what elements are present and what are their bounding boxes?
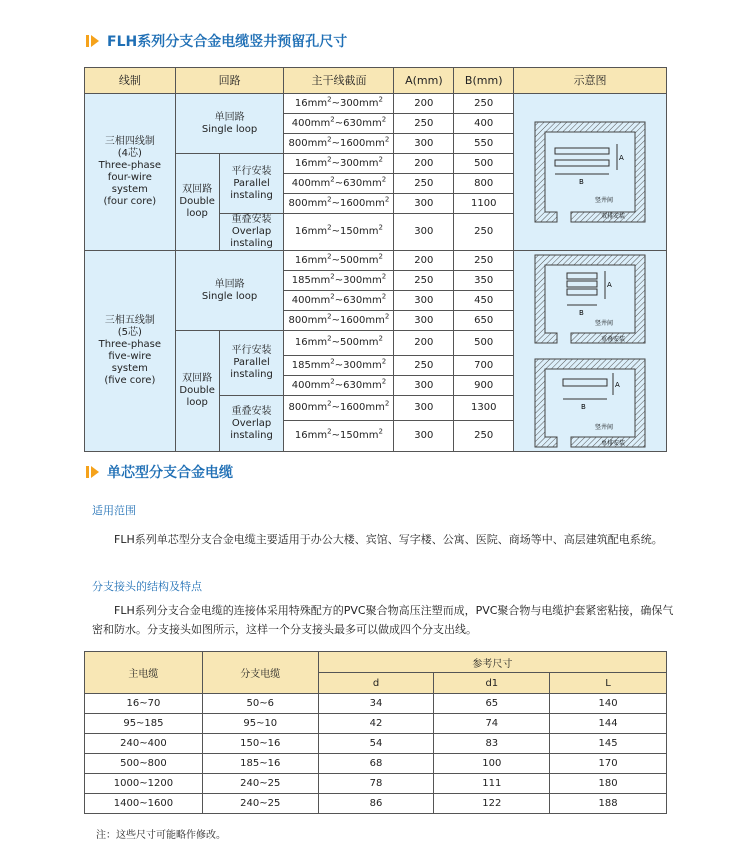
table-cell: 74	[434, 714, 550, 734]
table-cell: 54	[318, 734, 434, 754]
header-d: d	[318, 673, 434, 694]
branch-table-body	[85, 694, 667, 814]
table-row	[85, 734, 667, 754]
header-l: L	[550, 673, 667, 694]
svg-text:单排安装: 单排安装	[601, 440, 626, 447]
table-cell: 145	[550, 734, 667, 754]
shaft-size-table: 线制 回路 主干线截面 A(mm) B(mm) 示意图 三相四线制 (4芯) Three-phase four-wire system (four core) 单回路 Single loop $16mm^2\sim 300mm^2$ 200 250 A B 竖井间 双排安装 $400mm^2\sim 630mm^2$ 250 400 $800mm^2\sim 1600mm^2$ 300 550 双回路 Double loop 平行安装 Parallel instaling $16mm^2\sim 300mm^2$ 200 500 $400mm^2\sim 630mm^2$ 250 800 $800mm^2\sim 1600mm^2$ 300 1100 重叠安装 Overlap instaling $16mm^2\sim 150mm^2$ 300 250 三相五线制 (5芯) Three-phase five-wire system (five core) 单回路 Single loop $16mm^2\sim 500mm^2$ 200 250 A B 竖井间 重叠安装 A B 竖井间 单排安装 $185mm^2\sim 300mm^2$ 250 350 $400mm^2\sim 630mm^2$ 300 450 $800mm^2\sim 1600mm^2$ 300 650 双回路 Double loop 平行安装 Parallel instaling $16mm^2\sim 500mm^2$ 200 500 $185mm^2\sim 300mm^2$ 250 700 $400mm^2\sim 630mm^2$ 300 900 重叠安装 Overlap instaling $800mm^2\sim 1600mm^2$ 300 1300 $16mm^2\sim 150mm^2$ 300 250	[84, 67, 667, 452]
table-row	[85, 714, 667, 734]
double-row-diagram	[531, 118, 649, 226]
svg-text:A: A	[619, 154, 624, 162]
arrow-icon	[86, 35, 99, 47]
svg-text:A: A	[607, 281, 612, 289]
table-cell: 500~800	[85, 754, 203, 774]
table-cell: 111	[434, 774, 550, 794]
header-loop: 回路	[175, 68, 284, 94]
svg-text:A: A	[615, 381, 620, 389]
table-row	[85, 794, 667, 814]
table-cell: 95~185	[85, 714, 203, 734]
table-cell: 122	[434, 794, 550, 814]
svg-text:竖井间: 竖井间	[595, 320, 614, 327]
structure-text: FLH系列分支合金电缆的连接体采用特殊配方的PVC聚合物高压注塑而成，PVC聚合物与电缆护套紧密粘接，确保气密和防水。分支接头如图所示，这样一个分支接头最多可以做成四个分支出线。	[92, 604, 674, 636]
branch-size-table	[84, 651, 667, 814]
table-cell: 86	[318, 794, 434, 814]
svg-text:B: B	[581, 403, 586, 411]
table-cell: 240~25	[202, 774, 318, 794]
table-cell: 16~70	[85, 694, 203, 714]
wiring-four: 三相四线制 (4芯) Three-phase four-wire system (four core)	[85, 94, 176, 251]
table-cell: 65	[434, 694, 550, 714]
diagram-cell-5	[514, 251, 667, 452]
svg-text:竖井间: 竖井间	[595, 197, 614, 204]
diagram-double-row	[514, 94, 667, 251]
loop-double: 双回路 Double loop	[175, 154, 219, 251]
table-header-row	[85, 68, 667, 94]
overlap-diagram	[531, 251, 649, 347]
table-cell: 240~400	[85, 734, 203, 754]
install-parallel-5: 平行安装 Parallel instaling	[219, 331, 284, 396]
loop-single: 单回路 Single loop	[175, 94, 284, 154]
svg-text:竖井间: 竖井间	[595, 424, 614, 431]
header-wiring: 线制	[85, 68, 176, 94]
table-cell: 100	[434, 754, 550, 774]
scope-heading: 适用范围	[92, 504, 136, 517]
install-overlap: 重叠安装 Overlap instaling	[219, 214, 284, 251]
structure-heading: 分支接头的结构及特点	[92, 580, 202, 593]
table-row	[85, 774, 667, 794]
table-cell: 83	[434, 734, 550, 754]
table-row	[85, 754, 667, 774]
table-cell: 140	[550, 694, 667, 714]
single-row-diagram	[531, 355, 649, 451]
footnote: 注：这些尺寸可能略作修改。	[96, 830, 226, 841]
svg-text:重叠安装: 重叠安装	[601, 336, 626, 343]
table-cell: 240~25	[202, 794, 318, 814]
header-b: B(mm)	[454, 68, 514, 94]
header-d1: d1	[434, 673, 550, 694]
section-title-shaft: FLH系列分支合金电缆竖井预留孔尺寸	[86, 31, 347, 51]
section-cell: $16mm^2\sim 300mm^2$	[284, 94, 394, 114]
svg-text:B: B	[579, 309, 584, 317]
header-main-cable: 主电缆	[85, 652, 203, 694]
svg-text:双排安装: 双排安装	[601, 213, 626, 220]
table-row	[85, 694, 667, 714]
section-title-single-core: 单芯型分支合金电缆	[86, 462, 233, 482]
table-cell: 50~6	[202, 694, 318, 714]
table-cell: 144	[550, 714, 667, 734]
loop-double-5: 双回路 Double loop	[175, 331, 219, 452]
table-cell: 185~16	[202, 754, 318, 774]
svg-text:B: B	[579, 178, 584, 186]
table-cell: 150~16	[202, 734, 318, 754]
table-cell: 68	[318, 754, 434, 774]
install-parallel: 平行安装 Parallel instaling	[219, 154, 284, 214]
table-cell: 180	[550, 774, 667, 794]
loop-single-5: 单回路 Single loop	[175, 251, 284, 331]
install-overlap-5: 重叠安装 Overlap instaling	[219, 396, 284, 452]
table-cell: 1400~1600	[85, 794, 203, 814]
table-cell: 78	[318, 774, 434, 794]
wiring-five: 三相五线制 (5芯) Three-phase five-wire system (five core)	[85, 251, 176, 452]
arrow-icon	[86, 466, 99, 478]
table-cell: 188	[550, 794, 667, 814]
header-reference: 参考尺寸	[318, 652, 666, 673]
header-a: A(mm)	[394, 68, 454, 94]
header-diagram: 示意图	[514, 68, 667, 94]
table-cell: 95~10	[202, 714, 318, 734]
table-cell: 42	[318, 714, 434, 734]
header-branch-cable: 分支电缆	[202, 652, 318, 694]
header-section: 主干线截面	[284, 68, 394, 94]
table-cell: 170	[550, 754, 667, 774]
table-cell: 34	[318, 694, 434, 714]
scope-text: FLH系列单芯型分支合金电缆主要适用于办公大楼、宾馆、写字楼、公寓、医院、商场等中、高层建筑配电系统。	[114, 533, 663, 546]
table-cell: 1000~1200	[85, 774, 203, 794]
